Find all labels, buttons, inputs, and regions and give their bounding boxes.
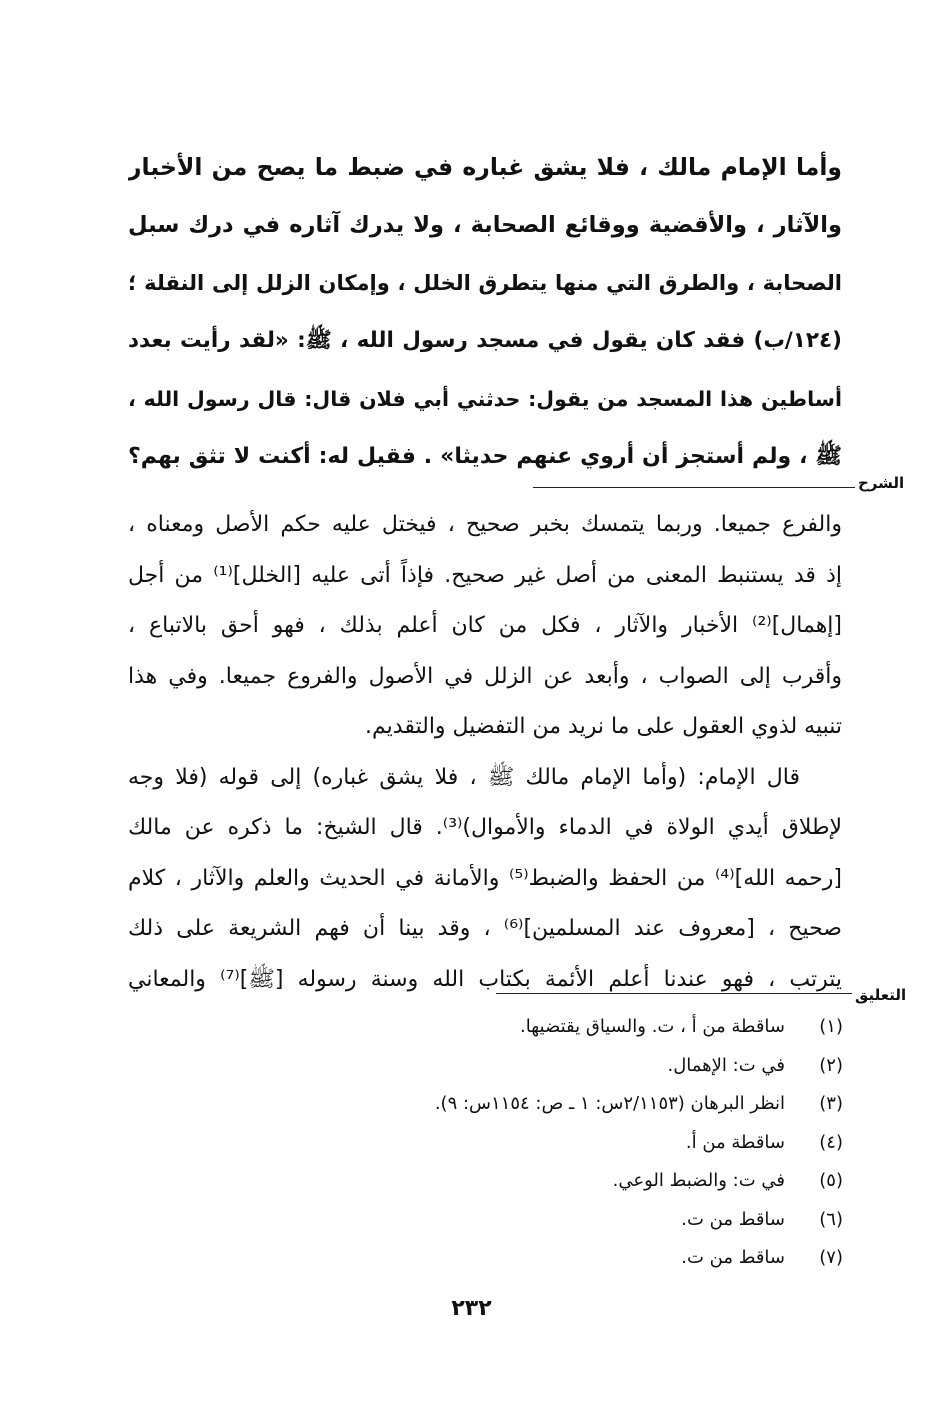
commentary-line: قال الإمام: (وأما الإمام مالك ﷺ ، فلا يشق غباره) إلى قوله (فلا وجه [128,764,800,790]
footnote [435,1008,843,1047]
commentary-line: صحيح ، [معروف عند المسلمين]⁽⁶⁾ ، وقد بينا أن فهم الشريعة على ذلك [128,916,842,941]
footnote-number: (٤) [819,1131,843,1153]
main-text-line: أساطين هذا المسجد من يقول: حدثني أبي فلان قال: قال رسول الله ، [128,387,842,411]
footnote-text: في ت: الإهمال. [667,1054,785,1076]
main-text-line: والآثار ، والأقضية ووقائع الصحابة ، ولا يدرك آثاره في درك سبل [128,212,842,238]
footnote-number: (٦) [819,1208,843,1230]
commentary-line: لإطلاق أيدي الولاة في الدماء والأموال)⁽³⁾. قال الشيخ: ما ذكره عن مالك [128,815,842,840]
footnote-text: ساقط من ت. [681,1247,785,1268]
footnote-number: (٣) [819,1093,843,1114]
footnote-number: (١) [819,1016,843,1037]
page-number: ٢٣٢ [451,1296,492,1321]
commentary-line: تنبيه لذوي العقول على ما نريد من التفضيل والتقديم. [365,714,842,739]
commentary-line: [رحمه الله]⁽⁴⁾ من الحفظ والضبط⁽⁵⁾ والأمانة في الحديث والعلم والآثار ، كلام [128,865,842,891]
footnote-text: انظر البرهان (٢/١١٥٣س: ١ ـ ص: ١١٥٤س: ٩). [434,1093,785,1114]
footnotes [435,1008,843,1278]
footnote-text: ساقط من ت. [681,1208,785,1230]
main-text-line: الصحابة ، والطرق التي منها يتطرق الخلل ، وإمكان الزلل إلى النقلة ؛ [128,271,842,295]
footnote-text: في ت: والضبط الوعي. [612,1170,785,1191]
footnote [435,1124,843,1163]
footnote-text: ساقطة من أ. [685,1131,785,1153]
footnote [435,1239,843,1278]
footnote-number: (٥) [819,1170,843,1191]
commentary-line: وأقرب إلى الصواب ، وأبعد عن الزلل في الأصول والفروع جميعا. وفي هذا [128,663,842,689]
notes-separator [496,993,852,994]
footnote-number: (٧) [819,1247,843,1268]
footnote [435,1201,843,1240]
footnote [435,1047,843,1086]
commentary-line: والفرع جميعا. وربما يتمسك بخبر صحيح ، فيختل عليه حكم الأصل ومعناه ، [128,512,842,537]
commentary-line: يترتب ، فهو عندنا أعلم الأئمة بكتاب الله وسنة رسوله [ﷺ]⁽⁷⁾ والمعاني [128,966,842,992]
commentary-text [128,500,842,1005]
footnote [435,1085,843,1124]
main-text [128,138,842,486]
notes-label: التعليق [855,986,907,1004]
footnote-text: ساقطة من أ ، ت. والسياق يقتضيها. [520,1016,785,1037]
commentary-label: الشرح [858,474,905,492]
footnote-number: (٢) [819,1054,843,1076]
commentary-line: إذ قد يستنبط المعنى من أصل غير صحيح. فإذاً أتى عليه [الخلل]⁽¹⁾ من أجل [128,562,842,588]
main-text-line: وأما الإمام مالك ، فلا يشق غباره في ضبط ما يصح من الأخبار [128,153,842,181]
main-text-line: ﷺ ، ولم أستجز أن أروي عنهم حديثا» . فقيل له: أكنت لا تثق بهم؟ [128,444,842,469]
main-text-line: (١٢٤/ب) فقد كان يقول في مسجد رسول الله ، ﷺ: «لقد رأيت بعدد [128,328,842,353]
commentary-separator [533,487,855,488]
commentary-line: [إهمال]⁽²⁾ الأخبار والآثار ، فكل من كان أعلم بذلك ، فهو أحق بالاتباع ، [128,613,842,638]
footnote [435,1162,843,1201]
